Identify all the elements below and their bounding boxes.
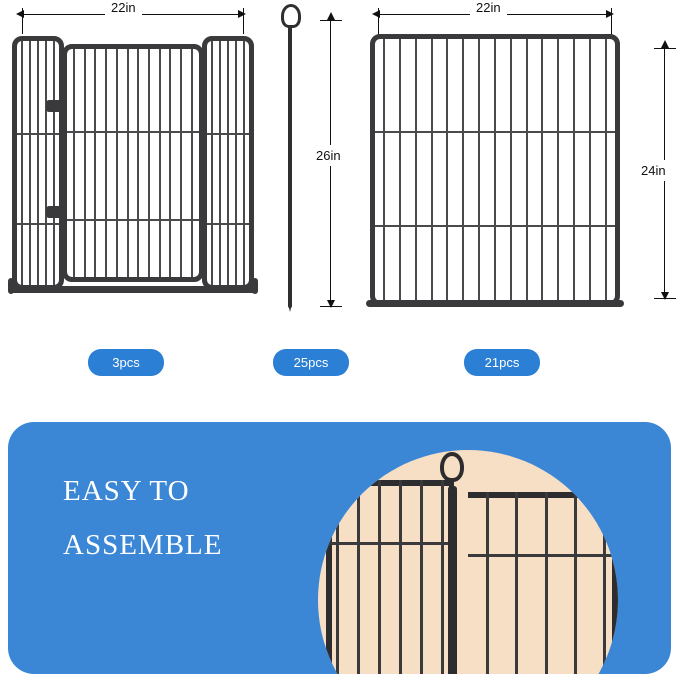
badge-gate-panel-count: 3pcs xyxy=(88,349,164,376)
panel-width-arrow-end xyxy=(606,10,614,18)
gate-hinge-bottom xyxy=(46,206,64,218)
stake-height-tick-bottom xyxy=(320,306,342,307)
gate-side-panel-right xyxy=(202,36,254,290)
easy-to-assemble-card xyxy=(8,422,671,674)
fence-panel-base-rail xyxy=(366,300,624,307)
fence-panel-hbar-2 xyxy=(375,225,615,227)
panel-height-arrow-top xyxy=(661,40,669,48)
gate-side-panel-left xyxy=(12,36,64,290)
gate-hinge-top xyxy=(46,100,64,112)
fence-panel-frame xyxy=(370,34,620,306)
fence-panel-bars xyxy=(375,39,615,301)
ground-stake-tip xyxy=(288,304,292,312)
gate-side-panel-left-bars xyxy=(17,41,59,285)
closeup-panel-right-hbar xyxy=(468,554,618,557)
headline-line-2: ASSEMBLE xyxy=(63,529,223,561)
closeup-panel-left-hbar xyxy=(326,542,454,545)
badge-fence-panel-count: 21pcs xyxy=(464,349,540,376)
assembled-panels-closeup xyxy=(318,450,618,674)
headline-line-1: EASY TO xyxy=(63,475,190,507)
gate-door-panel-bars xyxy=(67,49,199,277)
closeup-illustration xyxy=(318,450,618,674)
gate-base-rail xyxy=(8,286,258,293)
stake-height-label: 26in xyxy=(314,145,343,166)
stake-height-arrow-top xyxy=(327,12,335,20)
panel-height-label: 24in xyxy=(640,160,667,181)
ground-stake-shaft xyxy=(288,26,292,308)
badge-stake-count: 25pcs xyxy=(273,349,349,376)
panel-width-label: 22in xyxy=(470,0,507,15)
left-width-arrow-end xyxy=(238,10,246,18)
gate-door-panel-hbar-1 xyxy=(67,131,199,133)
gate-side-panel-left-hbar-1 xyxy=(17,133,59,135)
stake-height-tick-top xyxy=(320,20,342,21)
easy-to-assemble-headline xyxy=(63,464,222,572)
gate-base-foot-left xyxy=(8,278,14,294)
panel-height-tick-bottom xyxy=(654,298,676,299)
gate-door-panel-hbar-2 xyxy=(67,219,199,221)
gate-side-panel-left-hbar-2 xyxy=(17,223,59,225)
closeup-panel-right-bars xyxy=(474,492,618,674)
left-width-tick-end xyxy=(243,8,244,34)
gate-side-panel-right-hbar-2 xyxy=(207,223,249,225)
fence-panel-hbar-1 xyxy=(375,131,615,133)
left-width-tick-start xyxy=(22,8,23,34)
gate-side-panel-right-bars xyxy=(207,41,249,285)
gate-side-panel-right-hbar-1 xyxy=(207,133,249,135)
closeup-stake-loop-icon xyxy=(440,452,464,482)
gate-door-panel xyxy=(62,44,204,282)
closeup-joining-post xyxy=(448,486,457,674)
closeup-stake-shaft xyxy=(449,480,454,496)
panel-height-tick-top xyxy=(654,48,676,49)
left-width-label: 22in xyxy=(105,0,142,15)
ground-stake-loop xyxy=(281,4,301,28)
closeup-panel-left-bars xyxy=(326,480,454,674)
gate-base-foot-right xyxy=(252,278,258,294)
